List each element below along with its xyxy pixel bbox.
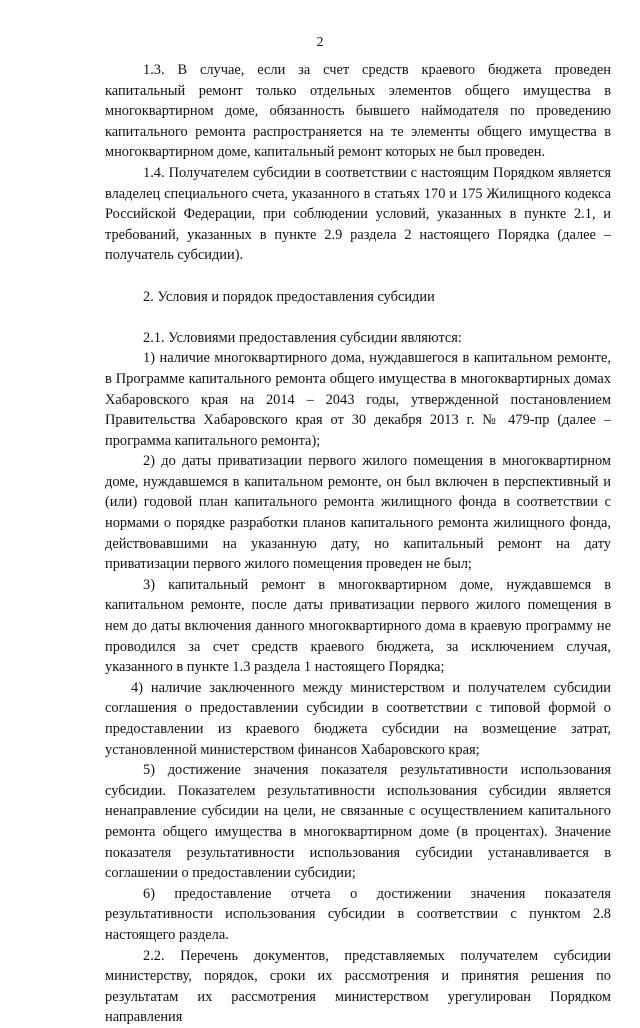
list-item-6: 6) предоставление отчета о достижении значения показателя результативности использования субсидии в соответствии с пунктом 2.8 настоящего раздела. xyxy=(105,885,611,943)
paragraph-2-2: 2.2. Перечень документов, представляемых получателем субсидии министерству, порядок, сроки их рассмотрения и принятия решения по результатам их рассмотрения министерством урегулирован Порядком направления xyxy=(105,947,611,1026)
list-item-5: 5) достижение значения показателя результативности использования субсидии. Показателем результативности использования субсидии является ненаправление субсидии на цели, не связанные с осуществлением капитального ремонта общего имущества в многоквартирном доме (в процентах). Значение показателя результативности использования субсидии устанавливается в соглашении о предоставлении субсидии; xyxy=(105,762,611,882)
paragraph-1-3: 1.3. В случае, если за счет средств краевого бюджета проведен капитальный ремонт только отдельных элементов общего имущества в многоквартирном доме, обязанность бывшего наймодателя по проведению капитального ремонта распространяется на те элементы общего имущества в многоквартирном доме, капитальный ремонт которых не был проведен. xyxy=(105,62,611,161)
list-item-1: 1) наличие многоквартирного дома, нуждавшегося в капитальном ремонте, в Программе капитального ремонта общего имущества в многоквартирных домах Хабаровского края на 2014 – 2043 годы, утвержденной постановлением Правительства Хабаровского края от 30 декабря 2013 г. № 479-пр (далее – программа капитального ремонта); xyxy=(105,350,611,449)
document-body xyxy=(105,60,611,1028)
paragraph-1-4: 1.4. Получателем субсидии в соответствии с настоящим Порядком является владелец специального счета, указанного в статьях 170 и 175 Жилищного кодекса Российской Федерации, при соблюдении условий, указанных в пункте 2.1, и требований, указанных в пункте 2.9 раздела 2 настоящего Порядка (далее – получатель субсидии). xyxy=(105,164,611,264)
page-number: 2 xyxy=(316,35,324,50)
list-item-4: 4) наличие заключенного между министерством и получателем субсидии соглашения о предоставлении субсидии в соответствии с типовой формой о предоставлении из краевого бюджета субсидии на возмещение затрат, установленной министерством финансов Хабаровского края; xyxy=(105,679,611,758)
paragraph-gap xyxy=(105,307,611,328)
paragraph-gap xyxy=(105,266,611,287)
list-item-3: 3) капитальный ремонт в многоквартирном доме, нуждавшемся в капитальном ремонте, после даты приватизации первого жилого помещения в нем до даты включения данного многоквартирного дома в краевую программу не проводился за счет средств краевого бюджета, за исключением случая, указанного в пункте 1.3 раздела 1 настоящего Порядка; xyxy=(105,576,611,676)
list-item-2: 2) до даты приватизации первого жилого помещения в многоквартирном доме, нуждавшемся в капитальном ремонте, он был включен в перспективный и (или) годовой план капитального ремонта жилищного фонда в соответствии с нормами о порядке разработки планов капитального ремонта жилищного фонда, действовавшими на указанную дату, но капитальный ремонт на дату приватизации первого жилого помещения проведен не был; xyxy=(105,453,611,573)
section-heading: 2. Условия и порядок предоставления субсидии xyxy=(143,288,435,305)
paragraph-2-1: 2.1. Условиями предоставления субсидии являются: xyxy=(143,329,462,346)
